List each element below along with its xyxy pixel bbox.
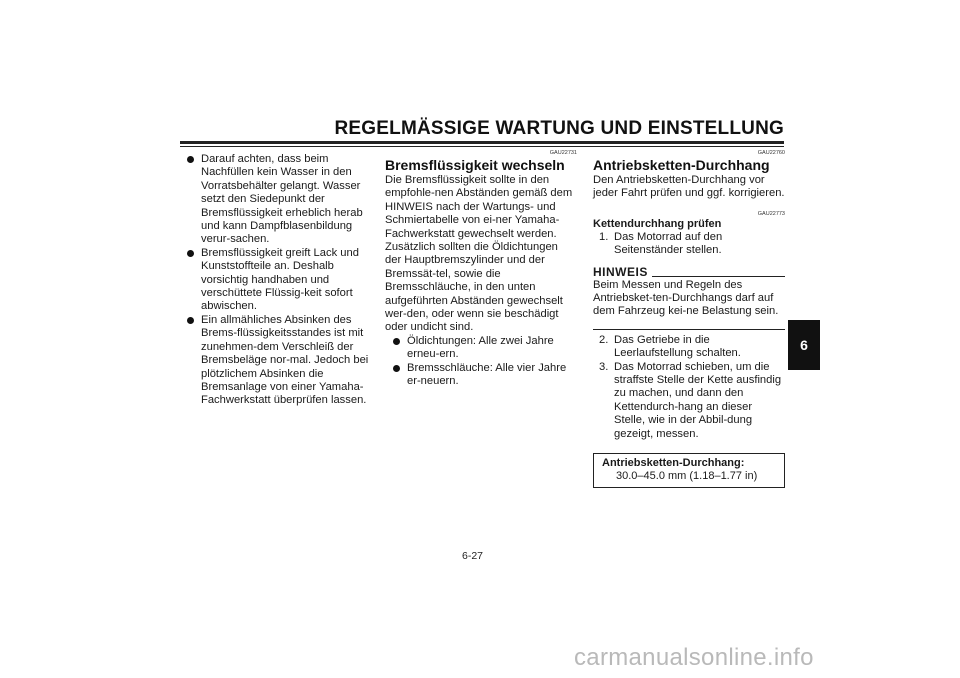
- note-text: Beim Messen und Regeln des Antriebsket-ten-Durchhangs darf auf dem Fahrzeug kei-ne Belastung sein.: [593, 278, 779, 318]
- chapter-tab: 6: [788, 320, 820, 370]
- bullet-text: Bremsflüssigkeit greift Lack und Kunststoffteile an. Deshalb vorsichtig handhaben und verschüttete Flüssig-keit sofort abwischen.: [201, 246, 359, 313]
- section-title-chain-slack: Antriebsketten-Durchhang: [593, 157, 770, 173]
- bullet-item: [187, 314, 379, 408]
- column-3: [593, 150, 785, 488]
- bullet-dot-icon: [187, 250, 194, 257]
- seal-hose-bullet-list: [385, 335, 577, 389]
- header-rule: [180, 141, 784, 147]
- step-text: Das Motorrad auf den Seitenständer stellen.: [614, 230, 723, 257]
- bullet-text: Ein allmähliches Absinken des Brems-flüssigkeitsstandes ist mit zunehmen-dem Verschleiß der Bremsbeläge nor-mal. Jedoch bei plötzlichem Absinken die Bremsanlage von einer Yamaha-Fachwerkstatt überprüfen lassen.: [201, 313, 369, 407]
- bullet-item: [187, 153, 379, 247]
- bullet-dot-icon: [187, 156, 194, 163]
- steps-list-b: [593, 334, 785, 441]
- bullet-text: Bremsschläuche: Alle vier Jahre er-neuern.: [407, 361, 567, 388]
- column-2: [385, 150, 577, 389]
- page-number: 6-27: [462, 550, 484, 562]
- step-item: [593, 231, 785, 258]
- note-header: [593, 266, 785, 279]
- step-text: Das Getriebe in die Leerlaufstellung schalten.: [614, 333, 741, 360]
- step-number: 2.: [599, 333, 609, 346]
- watermark-text: carmanualsonline.info: [574, 644, 814, 671]
- chain-slack-intro: Den Antriebsketten-Durchhang vor jeder Fahrt prüfen und ggf. korrigieren.: [593, 174, 785, 200]
- column-1: [187, 153, 379, 408]
- step-text: Das Motorrad schieben, um die straffste Stelle der Kette ausfindig zu machen, und dann den Kettendurch-hang an dieser Stelle, wie in der Abbil-dung gezeigt, messen.: [614, 360, 782, 440]
- reference-code: GAU22731: [549, 150, 577, 156]
- note-label: HINWEIS: [593, 264, 648, 279]
- spec-label: Antriebsketten-Durchhang:: [602, 457, 745, 470]
- step-item: [593, 334, 785, 361]
- brake-fluid-paragraph: Die Bremsflüssigkeit sollte in den empfohle-nen Abständen gemäß dem HINWEIS nach der Wartungs- und Schmiertabelle von ei-ner Yamaha-Fachwerkstatt gewechselt werden. Zusätzlich sollten die Öldichtungen der Hauptbremszylinder und der Bremssät-tel, sowie die Bremsschläuche, in den unten aufgeführten Abständen gewechselt wer-den, oder wenn sie beschädigt oder undicht sind.: [385, 174, 573, 334]
- note-end-rule: [593, 329, 785, 330]
- caution-bullet-list: [187, 153, 379, 408]
- bullet-text: Öldichtungen: Alle zwei Jahre erneu-ern.: [407, 334, 554, 361]
- bullet-item: [393, 362, 577, 389]
- spec-box-chain-slack: [593, 453, 785, 488]
- chapter-header-title: REGELMÄSSIGE WARTUNG UND EINSTELLUNG: [334, 118, 784, 139]
- step-item: [593, 361, 785, 441]
- note-rule: [652, 276, 785, 277]
- bullet-dot-icon: [393, 338, 400, 345]
- step-number: 3.: [599, 360, 609, 373]
- steps-list-a: [593, 231, 785, 258]
- reference-code: GAU22760: [757, 150, 785, 156]
- bullet-dot-icon: [187, 317, 194, 324]
- bullet-item: [187, 247, 379, 314]
- bullet-item: [393, 335, 577, 362]
- subheading-check-slack: Kettendurchhang prüfen: [593, 217, 722, 230]
- spec-value: 30.0–45.0 mm (1.18–1.77 in): [616, 470, 758, 483]
- bullet-text: Darauf achten, dass beim Nachfüllen kein Wasser in den Vorratsbehälter gelangt. Wasser setzt den Siedepunkt der Bremsflüssigkeit erheblich herab und kann Dampfblasenbildung verur-sachen.: [201, 153, 363, 246]
- reference-code: GAU22773: [757, 210, 785, 217]
- step-number: 1.: [599, 230, 609, 243]
- bullet-dot-icon: [393, 365, 400, 372]
- section-title-brake-fluid: Bremsflüssigkeit wechseln: [385, 157, 565, 173]
